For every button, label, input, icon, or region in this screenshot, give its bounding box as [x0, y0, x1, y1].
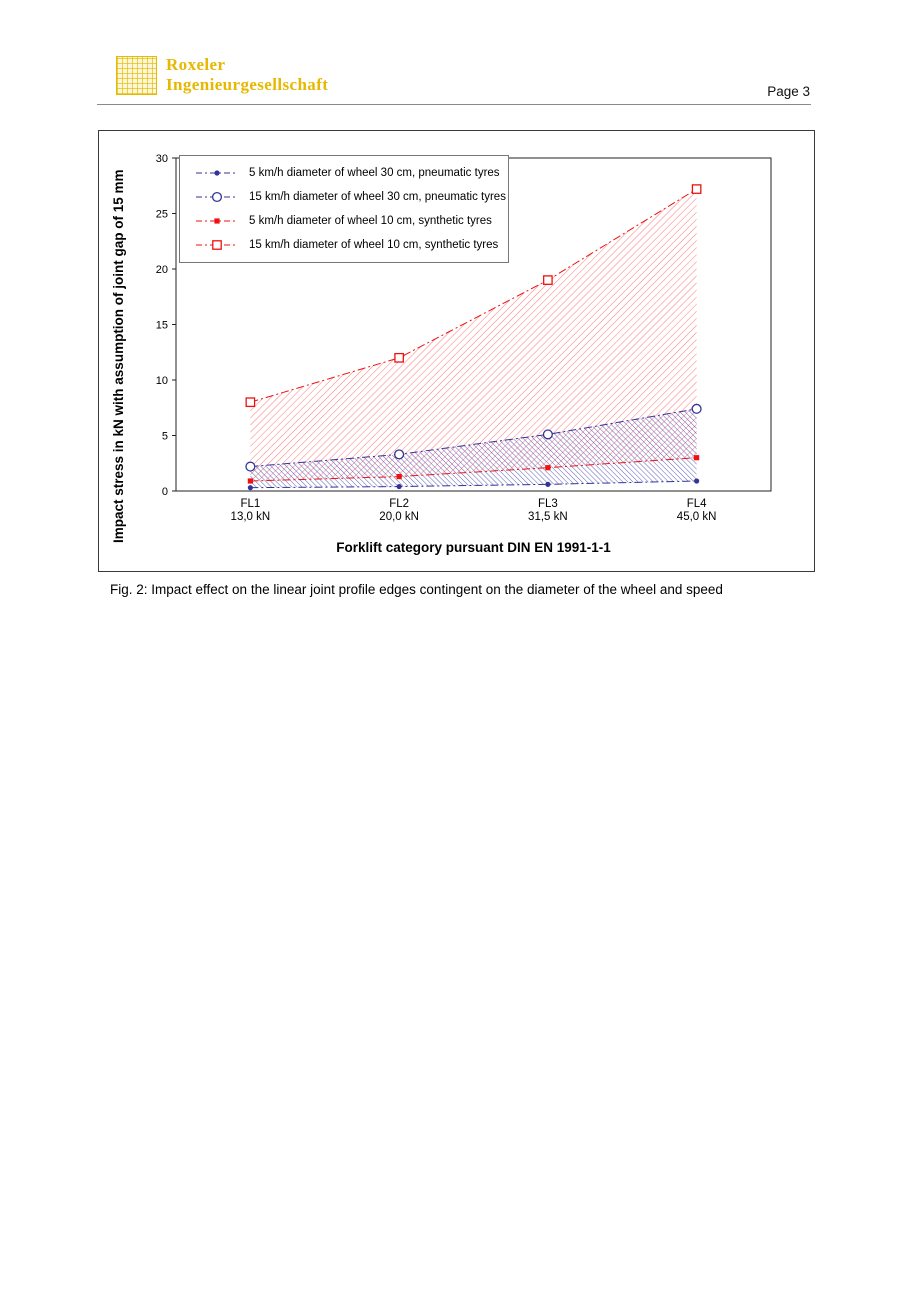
- y-axis-title: Impact stress in kN with assumption of joint gap of 15 mm: [111, 169, 126, 544]
- legend-marker-icon: [194, 166, 240, 180]
- svg-text:20: 20: [155, 264, 168, 276]
- svg-text:FL1: FL1: [240, 498, 261, 510]
- legend-item-label: 5 km/h diameter of wheel 30 cm, pneumatic tyres: [249, 167, 500, 179]
- legend-item-label: 15 km/h diameter of wheel 10 cm, synthetic tyres: [249, 239, 499, 251]
- legend-item: [180, 209, 508, 233]
- company-logo-icon: [116, 56, 157, 95]
- chart-legend: [179, 155, 509, 263]
- legend-marker-icon: [194, 190, 240, 204]
- brand-line2: Ingenieurgesellschaft: [166, 75, 329, 94]
- svg-text:15: 15: [155, 319, 168, 332]
- company-name: [166, 55, 328, 95]
- legend-item: [180, 185, 508, 209]
- figure-chart: [98, 130, 815, 572]
- svg-text:10: 10: [155, 375, 168, 387]
- header-divider: [97, 104, 811, 105]
- svg-text:30: 30: [155, 153, 168, 165]
- svg-text:31,5 kN: 31,5 kN: [528, 511, 568, 523]
- svg-text:5: 5: [161, 430, 168, 443]
- legend-item-label: 5 km/h diameter of wheel 10 cm, synthetic tyres: [249, 215, 492, 227]
- svg-text:25: 25: [155, 208, 168, 221]
- svg-text:FL3: FL3: [537, 498, 558, 510]
- svg-text:FL2: FL2: [389, 498, 410, 510]
- page-number: Page 3: [767, 84, 810, 99]
- legend-marker-icon: [194, 214, 240, 228]
- svg-text:FL4: FL4: [686, 498, 707, 510]
- figure-caption: Fig. 2: Impact effect on the linear joint profile edges contingent on the diameter of the wheel and speed: [110, 582, 723, 597]
- x-axis-title: Forklift category pursuant DIN EN 1991-1-1: [336, 540, 611, 555]
- legend-marker-icon: [194, 238, 240, 252]
- svg-text:20,0 kN: 20,0 kN: [379, 511, 419, 523]
- legend-item: [180, 161, 508, 185]
- svg-text:45,0 kN: 45,0 kN: [676, 511, 717, 523]
- svg-text:13,0 kN: 13,0 kN: [230, 511, 271, 523]
- svg-text:0: 0: [161, 486, 168, 498]
- legend-item: [180, 233, 508, 257]
- legend-item-label: 15 km/h diameter of wheel 30 cm, pneumatic tyres: [249, 191, 506, 203]
- brand-line1: Roxeler: [166, 55, 226, 74]
